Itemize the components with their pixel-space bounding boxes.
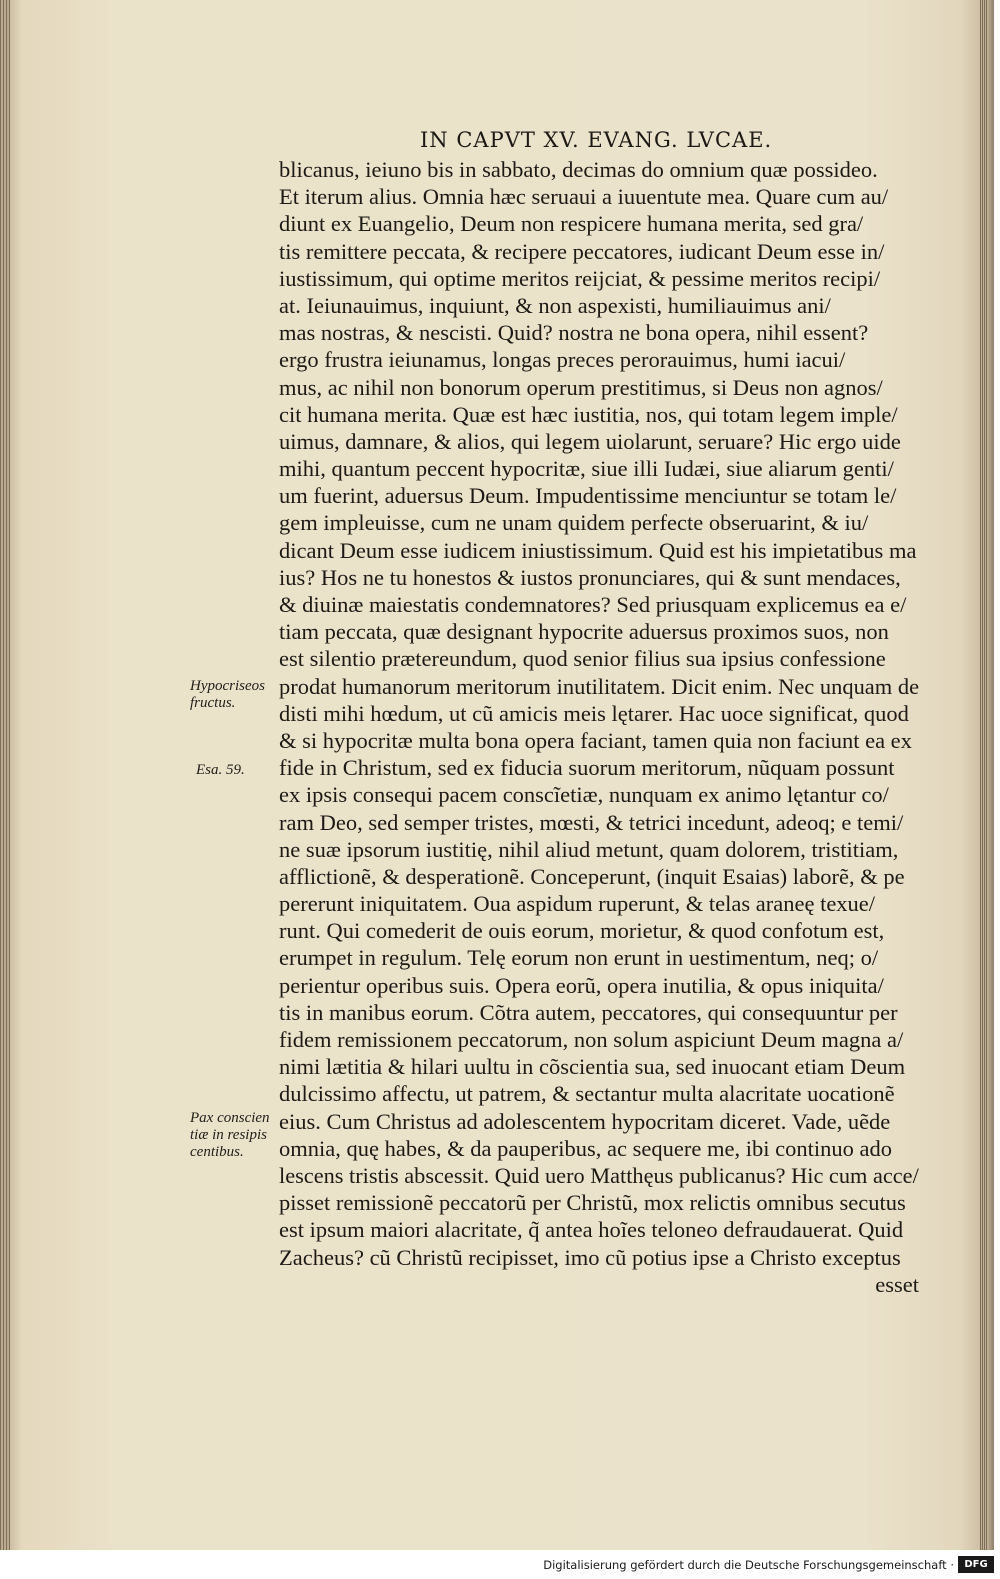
text-line: ne suæ ipsorum iustitię, nihil aliud metunt, quam dolorem, tristitiam, bbox=[279, 836, 899, 862]
marginal-note-line: Esa. 59. bbox=[196, 762, 245, 778]
text-line: afflictionẽ, & desperationẽ. Conceperunt, (inquit Esaias) laborẽ, & pe bbox=[279, 863, 905, 889]
text-line: iustissimum, qui optime meritos reijciat, & pessime meritos recipi/ bbox=[279, 265, 881, 291]
page-edge-left bbox=[0, 0, 10, 1550]
marginal-note-line: centibus. bbox=[190, 1144, 244, 1160]
text-line: Et iterum alius. Omnia hæc seruaui a iuuentute mea. Quare cum au/ bbox=[279, 184, 889, 210]
digitization-credit: Digitalisierung gefördert durch die Deutsche Forschungsgemeinschaft · bbox=[543, 1558, 954, 1572]
text-line: omnia, quę habes, & da pauperibus, ac sequere me, ibi continuo ado bbox=[279, 1135, 892, 1161]
text-line: ergo frustra ieiunamus, longas preces perorauimus, humi iacui/ bbox=[279, 347, 846, 373]
marginal-note-line: Hypocriseos bbox=[190, 678, 265, 694]
text-line: est ipsum maiori alacritate, q̃ antea hoĩes teloneo defraudauerat. Quid bbox=[279, 1217, 904, 1243]
text-line: ex ipsis consequi pacem conscĩetiæ, nunquam ex animo lętantur co/ bbox=[279, 782, 889, 808]
text-line: mas nostras, & nescisti. Quid? nostra ne bona opera, nihil essent? bbox=[279, 320, 869, 346]
marginal-note-esaias bbox=[196, 762, 245, 779]
text-line: tis in manibus eorum. Cõtra autem, peccatores, qui consequuntur per bbox=[279, 999, 898, 1025]
footer-bar bbox=[0, 1550, 1000, 1579]
text-line: fide in Christum, sed ex fiducia suorum meritorum, nũquam possunt bbox=[279, 755, 895, 781]
running-title: IN CAPVT XV. EVANG. LVCAE. bbox=[420, 128, 773, 152]
text-line: nimi lætitia & hilari uultu in cõscientia sua, sed inuocant etiam Deum bbox=[279, 1054, 906, 1080]
text-line: uimus, damnare, & alios, qui legem uiolarunt, seruare? Hic ergo uide bbox=[279, 428, 901, 454]
text-line: perientur operibus suis. Opera eorũ, opera inutilia, & opus iniquita/ bbox=[279, 972, 884, 998]
text-line: runt. Qui comederit de ouis eorum, morietur, & quod confotum est, bbox=[279, 918, 885, 944]
text-line: um fuerint, aduersus Deum. Impudentissime menciuntur se totam le/ bbox=[279, 483, 897, 509]
text-line: fidem remissionem peccatorum, non solum aspiciunt Deum magna a/ bbox=[279, 1027, 904, 1052]
text-line: tiam peccata, quæ designant hypocrite aduersus proximos suos, non bbox=[279, 619, 889, 645]
dfg-logo: DFG bbox=[958, 1556, 994, 1573]
text-line: pererunt iniquitatem. Oua aspidum ruperunt, & telas araneę texue/ bbox=[279, 891, 876, 917]
text-line: disti mihi hœdum, ut cũ amicis meis lętarer. Hac uoce significat, quod bbox=[279, 700, 909, 726]
text-line: prodat humanorum meritorum inutilitatem. Dicit enim. Nec unquam de bbox=[279, 673, 920, 699]
text-line: blicanus, ieiuno bis in sabbato, decimas do omnium quæ possideo. bbox=[279, 157, 878, 182]
text-line: ram Deo, sed semper tristes, mœsti, & tetrici incedunt, adeoq; e temi/ bbox=[279, 809, 904, 835]
catchword: esset bbox=[875, 1271, 919, 1297]
marginal-note-line: tiæ in resipis bbox=[190, 1127, 267, 1143]
text-line: lescens tristis abscessit. Quid uero Matthęus publicanus? Hic cum acce/ bbox=[279, 1162, 919, 1188]
text-line: at. Ieiunauimus, inquiunt, & non aspexisti, humiliauimus ani/ bbox=[279, 292, 831, 318]
text-line: pisset remissionẽ peccatorũ per Christũ, mox relictis omnibus secutus bbox=[279, 1190, 906, 1216]
marginal-note-pax bbox=[190, 1110, 270, 1161]
text-line: est silentio prætereundum, quod senior filius sua ipsius confessione bbox=[279, 646, 886, 672]
marginal-note-line: Pax conscien bbox=[190, 1110, 270, 1126]
main-text-block bbox=[279, 156, 919, 1298]
text-line: diunt ex Euangelio, Deum non respicere humana merita, sed gra/ bbox=[279, 211, 864, 237]
marginal-note-line: fructus. bbox=[190, 695, 236, 711]
text-line: mihi, quantum peccent hypocritæ, siue illi Iudæi, siue aliarum genti/ bbox=[279, 456, 894, 482]
text-line: cit humana merita. Quæ est hæc iustitia, nos, qui totam legem imple/ bbox=[279, 401, 898, 427]
text-line: & si hypocritæ multa bona opera faciant, tamen quia non faciunt ea ex bbox=[279, 727, 912, 753]
marginal-note-hypocriseos bbox=[190, 678, 265, 712]
text-line: & diuinæ maiestatis condemnatores? Sed priusquam explicemus ea e/ bbox=[279, 592, 907, 617]
text-line: ius? Hos ne tu honestos & iustos pronunciares, qui & sunt mendaces, bbox=[279, 564, 901, 590]
text-line: gem impleuisse, cum ne unam quidem perfecte obseruarint, & iu/ bbox=[279, 510, 869, 536]
text-line: dulcissimo affectu, ut patrem, & sectantur multa alacritate uocationẽ bbox=[279, 1081, 895, 1107]
text-line: dicant Deum esse iudicem iniustissimum. Quid est his impietatibus ma bbox=[279, 537, 917, 563]
text-line: erumpet in regulum. Telę eorum non erunt in uestimentum, neq; o/ bbox=[279, 945, 879, 971]
text-line: tis remittere peccata, & recipere peccatores, iudicant Deum esse in/ bbox=[279, 238, 885, 264]
text-line: eius. Cum Christus ad adolescentem hypocritam diceret. Vade, uẽde bbox=[279, 1108, 891, 1134]
page-edge-right bbox=[980, 0, 988, 1550]
text-line: Zacheus? cũ Christũ recipisset, imo cũ potius ipse a Christo exceptus bbox=[279, 1244, 901, 1270]
text-line: mus, ac nihil non bonorum operum prestitimus, si Deus non agnos/ bbox=[279, 374, 883, 400]
